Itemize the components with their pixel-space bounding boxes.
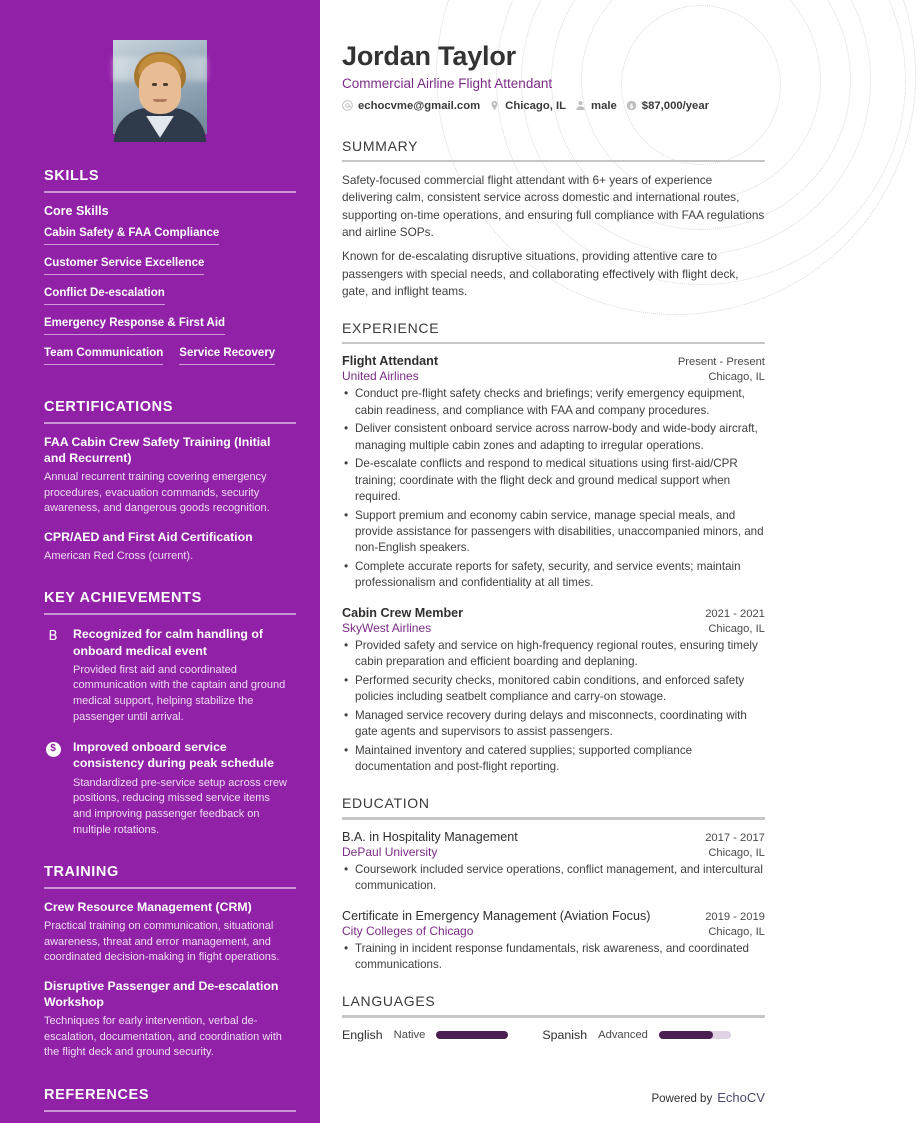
languages-list (342, 1028, 765, 1042)
experience-company: United Airlines (342, 369, 419, 384)
bullet-item: • Conduct pre-flight safety checks and briefings; verify emergency equipment, cabin readiness, and compliance with FAA and company procedures. (342, 386, 765, 419)
certification-item (44, 530, 290, 565)
skill-item: Conflict De-escalation (44, 287, 165, 305)
references-item: Available upon request (44, 1122, 179, 1137)
skill-row (44, 347, 290, 373)
education-location: Chicago, IL (708, 925, 765, 938)
bullet-item: • Support premium and economy cabin service, manage special meals, and provide assistance for passengers with disabilities, unaccompanied minors, and non-English speakers. (342, 508, 765, 557)
bullet-item: • Performed security checks, monitored cabin conditions, and enforced safety policies including seatbelt compliance and carry-on stowage. (342, 673, 765, 706)
summary-paragraph: Safety-focused commercial flight attendant with 6+ years of experience delivering calm, consistent service across domestic and international routes, supporting on-time operations, and ensuring full compliance with FAA regulations and airline SOPs. (342, 172, 765, 239)
skill-item: Emergency Response & First Aid (44, 317, 225, 335)
summary-section (342, 138, 765, 300)
location-icon (489, 100, 500, 111)
achievement-description: Provided first aid and coordinated communication with the captain and ground medical support, helping stabilize the passenger until arrival. (73, 663, 286, 723)
certifications-divider (44, 422, 296, 424)
languages-section (342, 993, 765, 1041)
certification-title: CPR/AED and First Aid Certification (44, 529, 253, 544)
bullet-item: • Complete accurate reports for safety, security, and service events; maintain professionalism and confidentiality at all times. (342, 559, 765, 592)
brand-name: EchoCV (717, 1090, 765, 1105)
education-heading: EDUCATION (342, 795, 430, 812)
education-school: DePaul University (342, 844, 438, 859)
svg-text:$: $ (629, 102, 634, 111)
summary-paragraph: Known for de-escalating disruptive situations, providing attentive care to passengers with special needs, and collaborating effectively with flight deck, gate, and inflight teams. (342, 249, 739, 298)
education-divider (342, 817, 765, 819)
experience-divider (342, 342, 765, 344)
training-title: Crew Resource Management (CRM) (44, 900, 252, 915)
email-icon (342, 100, 353, 111)
contact-email-value: echocvme@gmail.com (358, 99, 481, 112)
experience-heading: EXPERIENCE (342, 320, 440, 337)
education-location: Chicago, IL (708, 846, 765, 859)
experience-section (342, 320, 765, 775)
bullet-item: • Provided safety and service on high-frequency regional routes, ensuring timely cabin preparation and efficient boarding and deplaning. (342, 638, 765, 671)
education-section (342, 795, 765, 973)
education-bullets (342, 862, 765, 895)
bullet-item: • Maintained inventory and catered supplies; supported compliance documentation and post-flight reporting. (342, 743, 765, 776)
badge-icon (44, 627, 62, 645)
language-proficiency-fill (436, 1031, 508, 1039)
experience-bullets (342, 638, 765, 776)
education-date: 2017 - 2017 (705, 831, 765, 844)
skill-row (44, 317, 290, 343)
education-date: 2019 - 2019 (705, 910, 765, 923)
skill-row (44, 287, 290, 313)
education-entry (342, 909, 765, 974)
skill-item: Team Communication (44, 347, 163, 365)
achievement-title: Recognized for calm handling of onboard medical event (73, 627, 263, 658)
achievements-section (44, 590, 290, 838)
job-role: Commercial Airline Flight Attendant (342, 75, 553, 91)
bullet-item: • Coursework included service operations, conflict management, and intercultural communication. (342, 862, 765, 895)
contact-gender (575, 100, 617, 112)
bullet-item: • Managed service recovery during delays and misconnects, coordinating with gate agents and supervisors to assist passengers. (342, 708, 765, 741)
certifications-heading: CERTIFICATIONS (44, 399, 173, 415)
certification-title: FAA Cabin Crew Safety Training (Initial and Recurrent) (44, 435, 271, 465)
language-name: English (342, 1027, 383, 1042)
contact-salary (626, 100, 709, 112)
achievements-heading: KEY ACHIEVEMENTS (44, 590, 202, 607)
language-name: Spanish (542, 1027, 588, 1042)
avatar-container (44, 40, 276, 134)
education-entry (342, 830, 765, 895)
education-degree: B.A. in Hospitality Management (342, 829, 518, 844)
skills-section (44, 168, 290, 373)
contact-location-value: Chicago, IL (505, 99, 567, 112)
bullet-item: • Deliver consistent onboard service across narrow-body and wide-body aircraft, managing multiple cabin zones and adapting to irregular operations. (342, 421, 765, 454)
education-bullets (342, 941, 765, 974)
language-proficiency-fill (659, 1031, 713, 1039)
skill-item: Service Recovery (179, 347, 275, 365)
skill-item: Customer Service Excellence (44, 257, 204, 275)
experience-job-title: Flight Attendant (342, 354, 439, 369)
certification-item (44, 435, 290, 517)
main-column (320, 0, 811, 1123)
salary-icon (626, 100, 637, 111)
skills-group-label: Core Skills (44, 204, 109, 218)
language-item (342, 1028, 508, 1042)
languages-heading: LANGUAGES (342, 993, 436, 1010)
language-proficiency-bar (659, 1031, 731, 1039)
references-divider (44, 1110, 296, 1112)
avatar (113, 40, 207, 134)
experience-date: Present - Present (677, 356, 765, 369)
experience-location: Chicago, IL (708, 622, 765, 635)
experience-entry (342, 606, 765, 776)
language-item (542, 1028, 731, 1042)
powered-by-label: Powered by (651, 1093, 713, 1105)
language-level: Native (393, 1028, 426, 1041)
achievement-item (44, 739, 290, 838)
experience-date: 2021 - 2021 (705, 607, 765, 620)
skill-item: Cabin Safety & FAA Compliance (44, 227, 219, 245)
skills-heading: SKILLS (44, 168, 100, 184)
language-proficiency-bar (436, 1031, 508, 1039)
training-description: Practical training on communication, situational awareness, threat and error management, and coordinated decision-making in flight operations. (44, 920, 280, 964)
skills-divider (44, 191, 296, 193)
training-heading: TRAINING (44, 864, 119, 881)
experience-bullets (342, 386, 765, 591)
contact-email (342, 100, 480, 112)
certification-description: American Red Cross (current). (44, 549, 194, 562)
skill-row (44, 227, 290, 253)
contact-gender-value: male (591, 99, 617, 112)
summary-heading: SUMMARY (342, 137, 419, 154)
education-degree: Certificate in Emergency Management (Aviation Focus) (342, 908, 651, 923)
achievement-description: Standardized pre-service setup across crew positions, reducing missed service items and improving passenger feedback on multiple rotations. (73, 776, 287, 836)
experience-job-title: Cabin Crew Member (342, 605, 464, 620)
achievement-title: Improved onboard service consistency during peak schedule (73, 740, 274, 771)
languages-divider (342, 1015, 765, 1017)
certifications-section (44, 399, 290, 564)
skills-list (44, 227, 290, 373)
dollar-coin-icon-glyph: $ (50, 743, 56, 755)
bullet-item: • Training in incident response fundamentals, risk awareness, and coordinated communications. (342, 941, 765, 974)
training-divider (44, 887, 296, 889)
bullet-item: • De-escalate conflicts and respond to medical situations using first-aid/CPR training; coordinate with the flight deck and ground medical support when required. (342, 456, 765, 505)
references-heading: REFERENCES (44, 1086, 150, 1103)
contact-location (489, 100, 566, 112)
page-title: Jordan Taylor (342, 41, 516, 71)
skill-row (44, 257, 290, 283)
references-section (44, 1087, 290, 1137)
training-item (44, 900, 290, 966)
footer (651, 1090, 764, 1105)
achievements-divider (44, 613, 296, 615)
summary-divider (342, 160, 765, 162)
certification-description: Annual recurrent training covering emergency procedures, evacuation commands, security awareness, and dangerous goods recognition. (44, 470, 270, 515)
experience-location: Chicago, IL (708, 371, 765, 384)
education-school: City Colleges of Chicago (342, 923, 474, 938)
training-item (44, 979, 290, 1061)
language-level: Advanced (598, 1028, 648, 1041)
experience-entry (342, 354, 765, 591)
badge-icon-glyph: B (48, 628, 58, 645)
training-description: Techniques for early intervention, verbal de-escalation, documentation, and coordination with the flight deck and ground security. (44, 1014, 282, 1059)
contact-salary-value: $87,000/year (641, 99, 710, 112)
contact-list (342, 100, 765, 112)
dollar-coin-icon (44, 740, 62, 758)
achievement-item (44, 626, 290, 725)
person-icon (575, 100, 586, 111)
sidebar (0, 0, 320, 1137)
experience-company: SkyWest Airlines (342, 620, 432, 635)
training-title: Disruptive Passenger and De-escalation Workshop (44, 978, 279, 1009)
training-section (44, 864, 290, 1061)
